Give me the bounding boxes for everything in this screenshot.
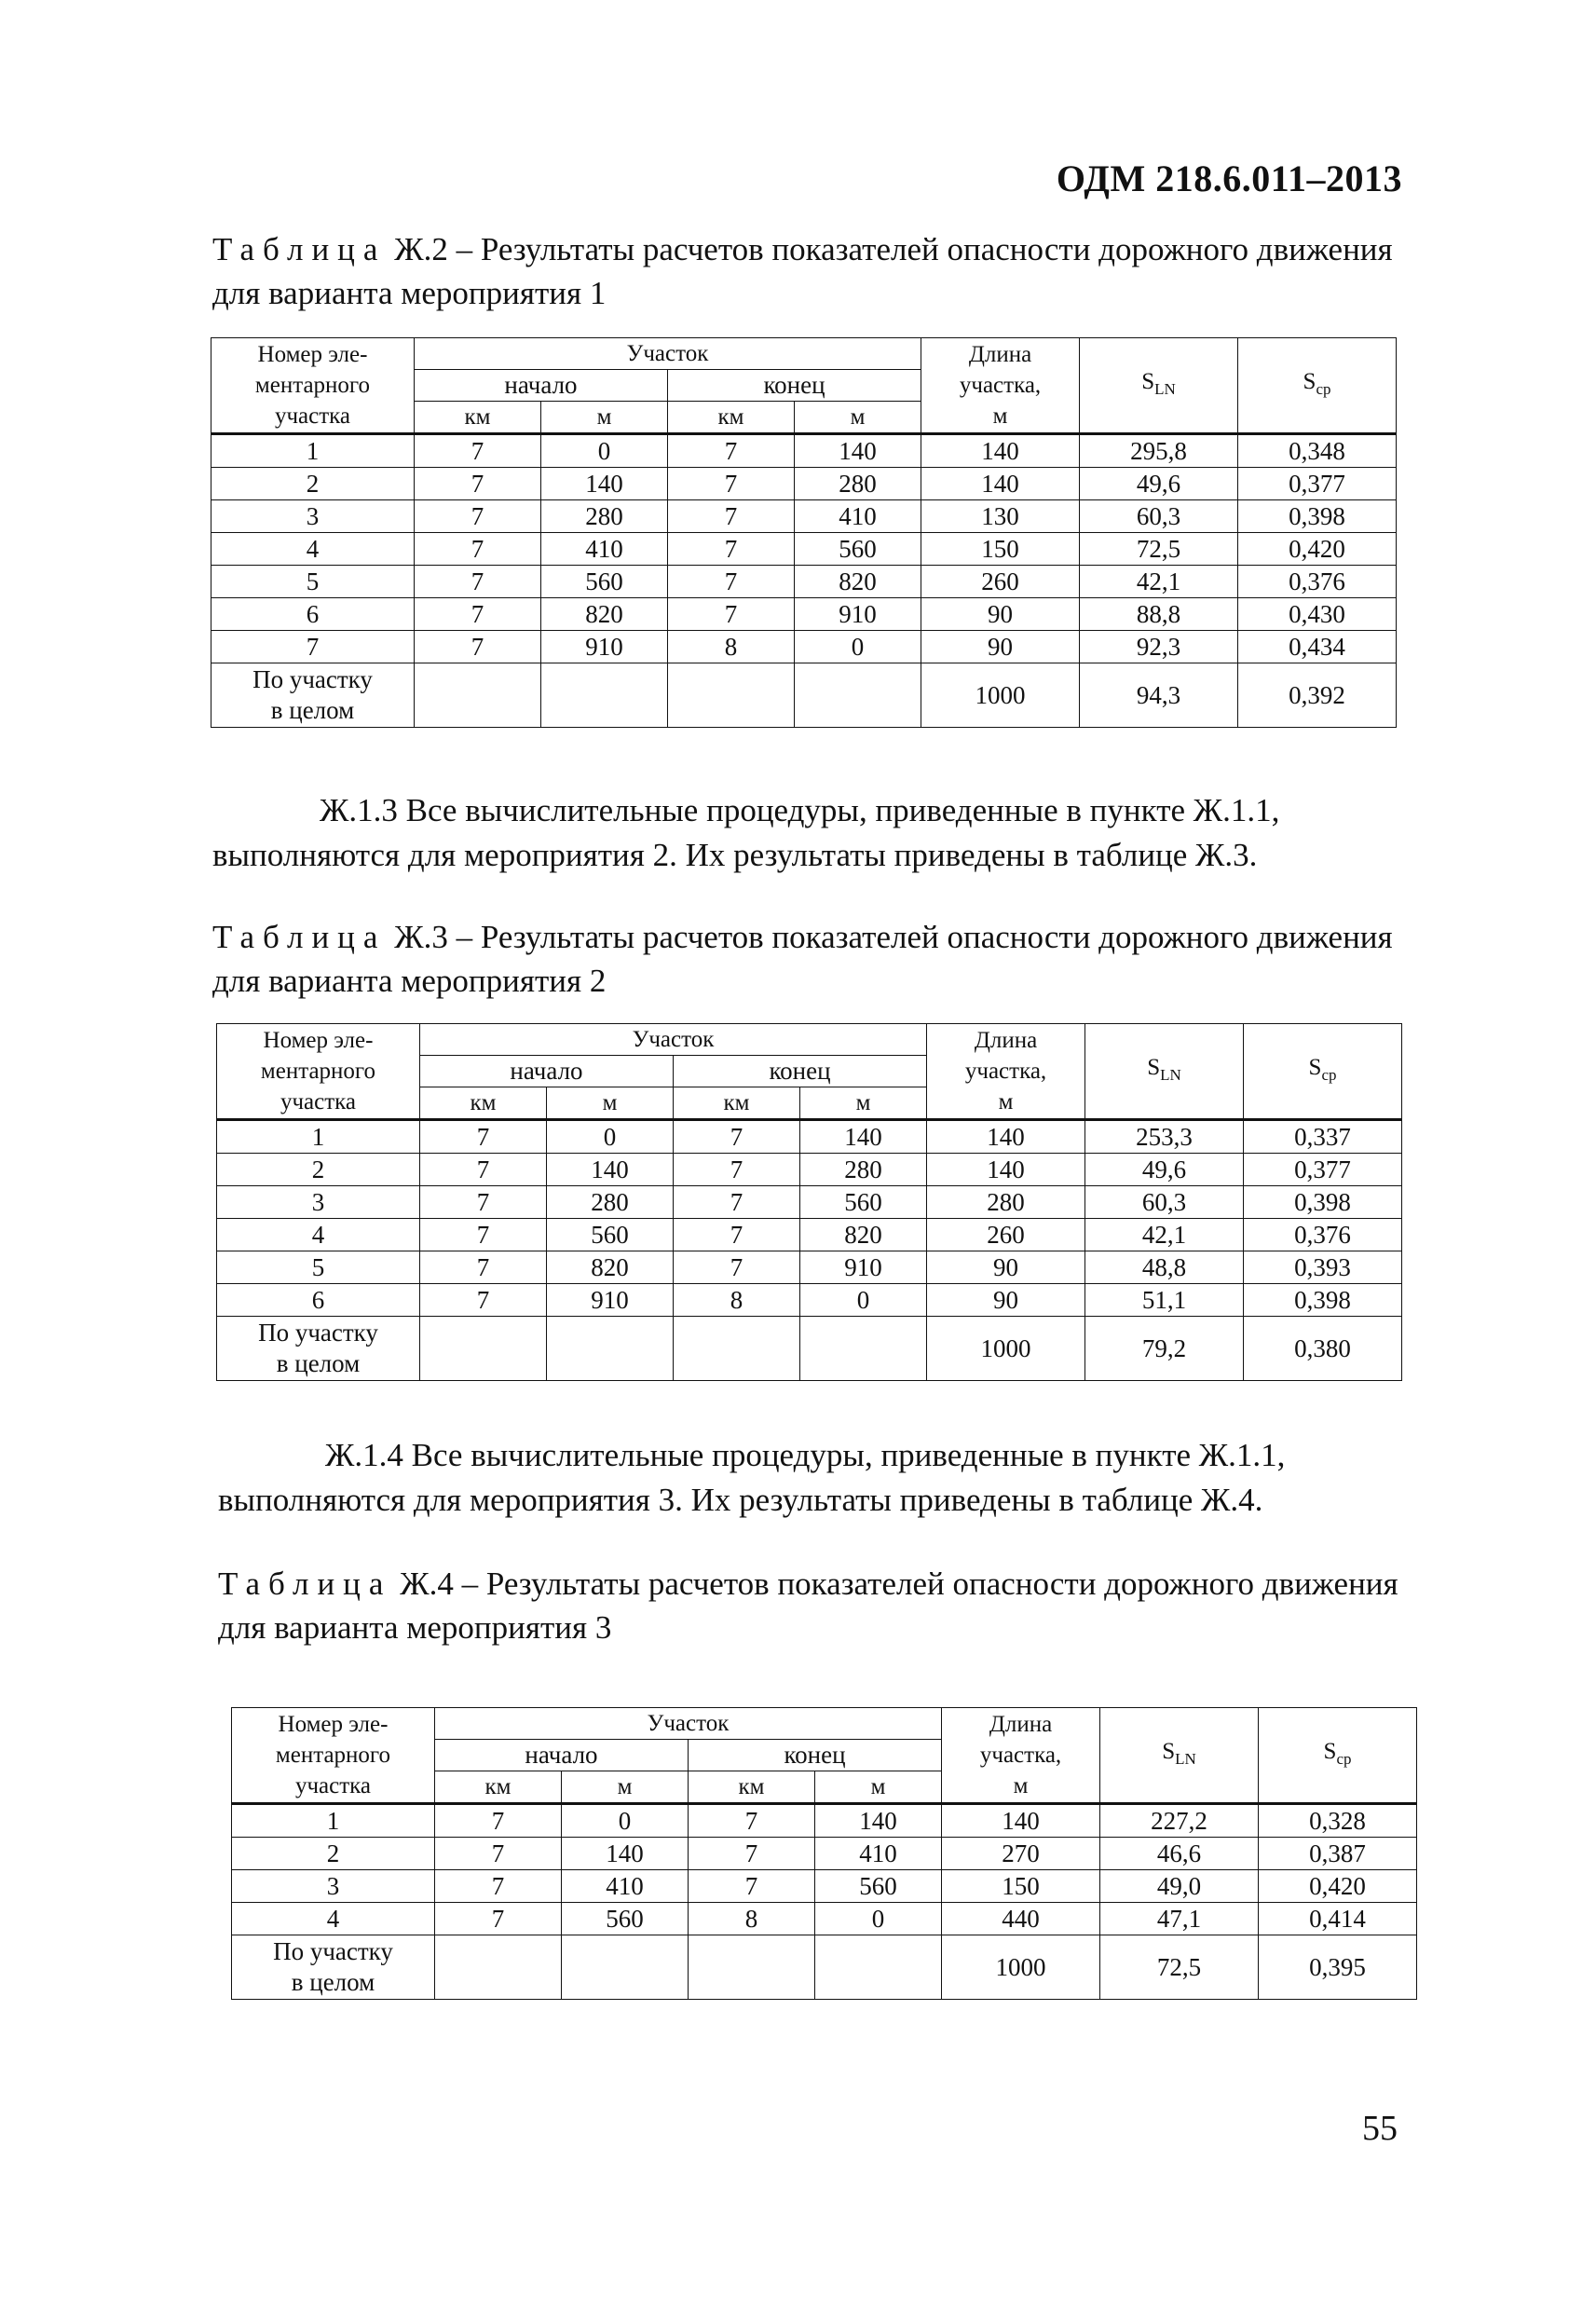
table-caption-zh2 [212,227,1405,315]
table-cell: 140 [927,1120,1085,1154]
table-cell: 7 [668,434,795,468]
table-row [217,1284,1402,1317]
empty-cell [800,1317,927,1381]
paragraph-line: выполняются для мероприятия 3. Их результаты приведены в таблице Ж.4. [218,1482,1263,1518]
empty-cell [562,1935,689,2000]
table-cell: 560 [547,1219,674,1251]
caption-label: Таблица [212,231,387,267]
header-start: начало [415,370,668,402]
table-cell: 7 [674,1186,800,1219]
table-row [232,1838,1417,1870]
document-code: ОДМ 218.6.011–2013 [1056,157,1402,199]
table-cell: 7 [435,1838,562,1870]
table-row [217,1186,1402,1219]
table-cell: 47,1 [1100,1903,1259,1935]
sln-base: S [1141,369,1155,394]
table-cell: 820 [547,1251,674,1284]
table-cell: 8 [668,631,795,663]
table-cell: 3 [211,500,415,533]
table-cell: 7 [420,1284,547,1317]
header-unit-m: м [795,402,921,434]
table-cell: 1 [217,1120,420,1154]
table-cell: 0,420 [1238,533,1397,566]
table-cell: 0,377 [1244,1154,1402,1186]
table-cell: 0 [562,1804,689,1838]
table-cell: 7 [420,1186,547,1219]
table-cell: 410 [562,1870,689,1903]
table-cell: 7 [435,1804,562,1838]
header-sln [1085,1024,1244,1120]
caption-text: Ж.2 – Результаты расчетов показателей опасности дорожного движения для варианта мероприятия 1 [212,231,1393,311]
header-start: начало [435,1740,689,1771]
empty-cell [674,1317,800,1381]
table-cell: 560 [562,1903,689,1935]
table-row [211,566,1397,598]
table-cell: 440 [942,1903,1100,1935]
paragraph-line: выполняются для мероприятия 2. Их результаты приведены в таблице Ж.3. [212,837,1258,873]
caption-text: Ж.3 – Результаты расчетов показателей опасности дорожного движения для варианта мероприятия 2 [212,919,1393,999]
table-cell: 3 [232,1870,435,1903]
table-cell: 0,420 [1259,1870,1417,1903]
header-section: Участок [435,1708,942,1740]
sln-sub: LN [1175,1750,1196,1768]
empty-cell [795,663,921,728]
header-unit-km: км [420,1087,547,1120]
table-cell: 7 [211,631,415,663]
table-row [232,1804,1417,1838]
table-cell: 0,377 [1238,468,1397,500]
header-unit-km: км [415,402,541,434]
table-zh2 [211,337,1397,728]
scp-base: S [1308,1055,1322,1080]
empty-cell [815,1935,942,2000]
table-cell: 7 [420,1219,547,1251]
sln-base: S [1162,1739,1176,1764]
table-cell: 260 [927,1219,1085,1251]
header-length [921,338,1080,434]
table-cell: 46,6 [1100,1838,1259,1870]
empty-cell [668,663,795,728]
table-cell: 0,434 [1238,631,1397,663]
table-cell: 910 [800,1251,927,1284]
header-row [217,1024,1402,1056]
header-num [217,1024,420,1120]
table-row [217,1219,1402,1251]
table-cell: 0,376 [1238,566,1397,598]
empty-cell [435,1935,562,2000]
table-cell: 7 [668,500,795,533]
table-cell: 6 [211,598,415,631]
table-cell: 0,430 [1238,598,1397,631]
table-cell: 7 [435,1903,562,1935]
table-cell: 7 [668,598,795,631]
header-sln [1080,338,1238,434]
table-cell: 7 [415,598,541,631]
table-cell: 280 [800,1154,927,1186]
total-scp: 0,395 [1259,1935,1417,2000]
table-cell: 90 [927,1284,1085,1317]
table-cell: 72,5 [1080,533,1238,566]
table-cell: 90 [921,598,1080,631]
table-cell: 1 [232,1804,435,1838]
table-cell: 92,3 [1080,631,1238,663]
table-cell: 7 [674,1154,800,1186]
table-cell: 7 [668,468,795,500]
table-cell: 910 [795,598,921,631]
total-row [211,663,1397,728]
table-cell: 560 [541,566,668,598]
header-row [232,1708,1417,1740]
table-cell: 140 [795,434,921,468]
table-cell: 910 [547,1284,674,1317]
table-cell: 7 [668,566,795,598]
table-row [217,1154,1402,1186]
table-cell: 560 [795,533,921,566]
table-cell: 7 [674,1219,800,1251]
scp-sub: ср [1336,1750,1352,1768]
table-cell: 7 [674,1251,800,1284]
table-cell: 7 [435,1870,562,1903]
table-cell: 6 [217,1284,420,1317]
header-unit-km: км [668,402,795,434]
header-section: Участок [415,338,921,370]
table-cell: 140 [921,468,1080,500]
table-cell: 280 [547,1186,674,1219]
table-cell: 410 [795,500,921,533]
table-row [217,1251,1402,1284]
header-unit-km: км [674,1087,800,1120]
table-cell: 2 [211,468,415,500]
table-cell: 280 [795,468,921,500]
caption-label: Таблица [212,919,387,955]
header-length-text: Длина участка, м [959,342,1042,429]
table-cell: 1 [211,434,415,468]
table-cell: 227,2 [1100,1804,1259,1838]
table-cell: 51,1 [1085,1284,1244,1317]
scp-base: S [1303,369,1316,394]
scp-sub: ср [1321,1066,1337,1084]
table-cell: 90 [927,1251,1085,1284]
table-cell: 140 [800,1120,927,1154]
table-zh3 [216,1023,1402,1381]
header-unit-m: м [541,402,668,434]
table-cell: 0,328 [1259,1804,1417,1838]
table-cell: 3 [217,1186,420,1219]
table-cell: 7 [689,1870,815,1903]
total-length: 1000 [921,663,1080,728]
header-length-text: Длина участка, м [964,1028,1047,1114]
table-cell: 150 [942,1870,1100,1903]
table-cell: 0 [541,434,668,468]
total-row [217,1317,1402,1381]
table-cell: 280 [541,500,668,533]
header-row [211,338,1397,370]
total-length: 1000 [927,1317,1085,1381]
table-cell: 49,0 [1100,1870,1259,1903]
table-cell: 820 [541,598,668,631]
table-cell: 2 [232,1838,435,1870]
header-section: Участок [420,1024,927,1056]
paragraph-line: Ж.1.3 Все вычислительные процедуры, приведенные в пункте Ж.1.1, [320,792,1280,828]
empty-cell [689,1935,815,2000]
header-num-text: Номер эле- ментарного участка [260,1028,376,1114]
scp-base: S [1323,1739,1337,1764]
table-cell: 42,1 [1085,1219,1244,1251]
table-cell: 253,3 [1085,1120,1244,1154]
table-cell: 0 [815,1903,942,1935]
table-cell: 820 [800,1219,927,1251]
sln-sub: LN [1160,1066,1181,1084]
header-length-text: Длина участка, м [979,1712,1062,1798]
table-cell: 0,398 [1244,1284,1402,1317]
table-cell: 7 [420,1154,547,1186]
table-cell: 295,8 [1080,434,1238,468]
table-cell: 0,398 [1244,1186,1402,1219]
paragraph-line: Ж.1.4 Все вычислительные процедуры, приведенные в пункте Ж.1.1, [325,1437,1286,1473]
total-length: 1000 [942,1935,1100,2000]
table-cell: 560 [815,1870,942,1903]
table-cell: 140 [541,468,668,500]
table-row [232,1903,1417,1935]
table-cell: 49,6 [1080,468,1238,500]
table-cell: 0,414 [1259,1903,1417,1935]
table-cell: 42,1 [1080,566,1238,598]
total-scp: 0,380 [1244,1317,1402,1381]
table-cell: 48,8 [1085,1251,1244,1284]
table-cell: 270 [942,1838,1100,1870]
table-cell: 7 [668,533,795,566]
sln-sub: LN [1154,380,1176,398]
paragraph-zh14 [218,1433,1420,1523]
table-cell: 0,348 [1238,434,1397,468]
total-label-text: По участку в целом [258,1319,378,1377]
table-cell: 7 [415,533,541,566]
total-scp: 0,392 [1238,663,1397,728]
table-cell: 5 [211,566,415,598]
table-cell: 7 [420,1120,547,1154]
total-label-text: По участку в целом [273,1937,393,1996]
table-cell: 410 [815,1838,942,1870]
table-cell: 4 [211,533,415,566]
table-caption-zh3 [212,915,1414,1003]
table-row [217,1120,1402,1154]
table-cell: 140 [927,1154,1085,1186]
caption-label: Таблица [218,1566,392,1602]
table-cell: 7 [415,468,541,500]
table-cell: 0 [547,1120,674,1154]
table-cell: 560 [800,1186,927,1219]
page-number: 55 [1362,2109,1398,2148]
table-cell: 5 [217,1251,420,1284]
table-cell: 7 [415,566,541,598]
table-cell: 7 [689,1804,815,1838]
table-cell: 150 [921,533,1080,566]
table-cell: 49,6 [1085,1154,1244,1186]
table-cell: 8 [689,1903,815,1935]
total-label-text: По участку в целом [252,665,373,724]
header-start: начало [420,1056,674,1087]
table-cell: 60,3 [1085,1186,1244,1219]
total-label [217,1317,420,1381]
header-unit-m: м [800,1087,927,1120]
table-cell: 130 [921,500,1080,533]
empty-cell [541,663,668,728]
table-cell: 140 [547,1154,674,1186]
header-unit-m: м [562,1771,689,1804]
table-cell: 410 [541,533,668,566]
header-length [927,1024,1085,1120]
table-row [211,533,1397,566]
table-cell: 8 [674,1284,800,1317]
header-unit-km: км [435,1771,562,1804]
header-end: конец [668,370,921,402]
table-cell: 0,376 [1244,1219,1402,1251]
header-unit-m: м [815,1771,942,1804]
table-cell: 7 [420,1251,547,1284]
table-row [211,631,1397,663]
header-scp [1244,1024,1402,1120]
table-cell: 88,8 [1080,598,1238,631]
header-num [211,338,415,434]
header-num [232,1708,435,1804]
header-end: конец [674,1056,927,1087]
table-caption-zh4 [218,1562,1420,1649]
header-scp [1259,1708,1417,1804]
total-sln: 94,3 [1080,663,1238,728]
empty-cell [547,1317,674,1381]
sln-base: S [1147,1055,1161,1080]
table-row [211,434,1397,468]
table-cell: 280 [927,1186,1085,1219]
table-cell: 4 [217,1219,420,1251]
table-zh4 [231,1707,1417,2000]
table-cell: 7 [415,500,541,533]
table-cell: 140 [921,434,1080,468]
table-cell: 260 [921,566,1080,598]
table-row [211,598,1397,631]
total-sln: 79,2 [1085,1317,1244,1381]
header-unit-m: м [547,1087,674,1120]
table-cell: 0 [800,1284,927,1317]
total-sln: 72,5 [1100,1935,1259,2000]
table-cell: 7 [689,1838,815,1870]
table-cell: 140 [815,1804,942,1838]
table-cell: 7 [674,1120,800,1154]
scp-sub: ср [1316,380,1331,398]
header-unit-km: км [689,1771,815,1804]
header-length [942,1708,1100,1804]
header-scp [1238,338,1397,434]
table-cell: 0,393 [1244,1251,1402,1284]
table-cell: 140 [562,1838,689,1870]
total-row [232,1935,1417,2000]
header-end: конец [689,1740,942,1771]
table-cell: 0,337 [1244,1120,1402,1154]
header-num-text: Номер эле- ментарного участка [275,1712,391,1798]
empty-cell [420,1317,547,1381]
table-cell: 90 [921,631,1080,663]
empty-cell [415,663,541,728]
paragraph-zh13 [212,788,1414,878]
table-cell: 0,387 [1259,1838,1417,1870]
table-cell: 7 [415,631,541,663]
total-label [211,663,415,728]
table-cell: 2 [217,1154,420,1186]
header-sln [1100,1708,1259,1804]
header-num-text: Номер эле- ментарного участка [254,342,371,429]
table-cell: 820 [795,566,921,598]
table-cell: 60,3 [1080,500,1238,533]
table-cell: 0 [795,631,921,663]
table-row [232,1870,1417,1903]
table-cell: 910 [541,631,668,663]
total-label [232,1935,435,2000]
table-cell: 4 [232,1903,435,1935]
table-row [211,500,1397,533]
table-cell: 0,398 [1238,500,1397,533]
table-cell: 7 [415,434,541,468]
table-row [211,468,1397,500]
table-cell: 140 [942,1804,1100,1838]
caption-text: Ж.4 – Результаты расчетов показателей опасности дорожного движения для варианта мероприятия 3 [218,1566,1398,1646]
